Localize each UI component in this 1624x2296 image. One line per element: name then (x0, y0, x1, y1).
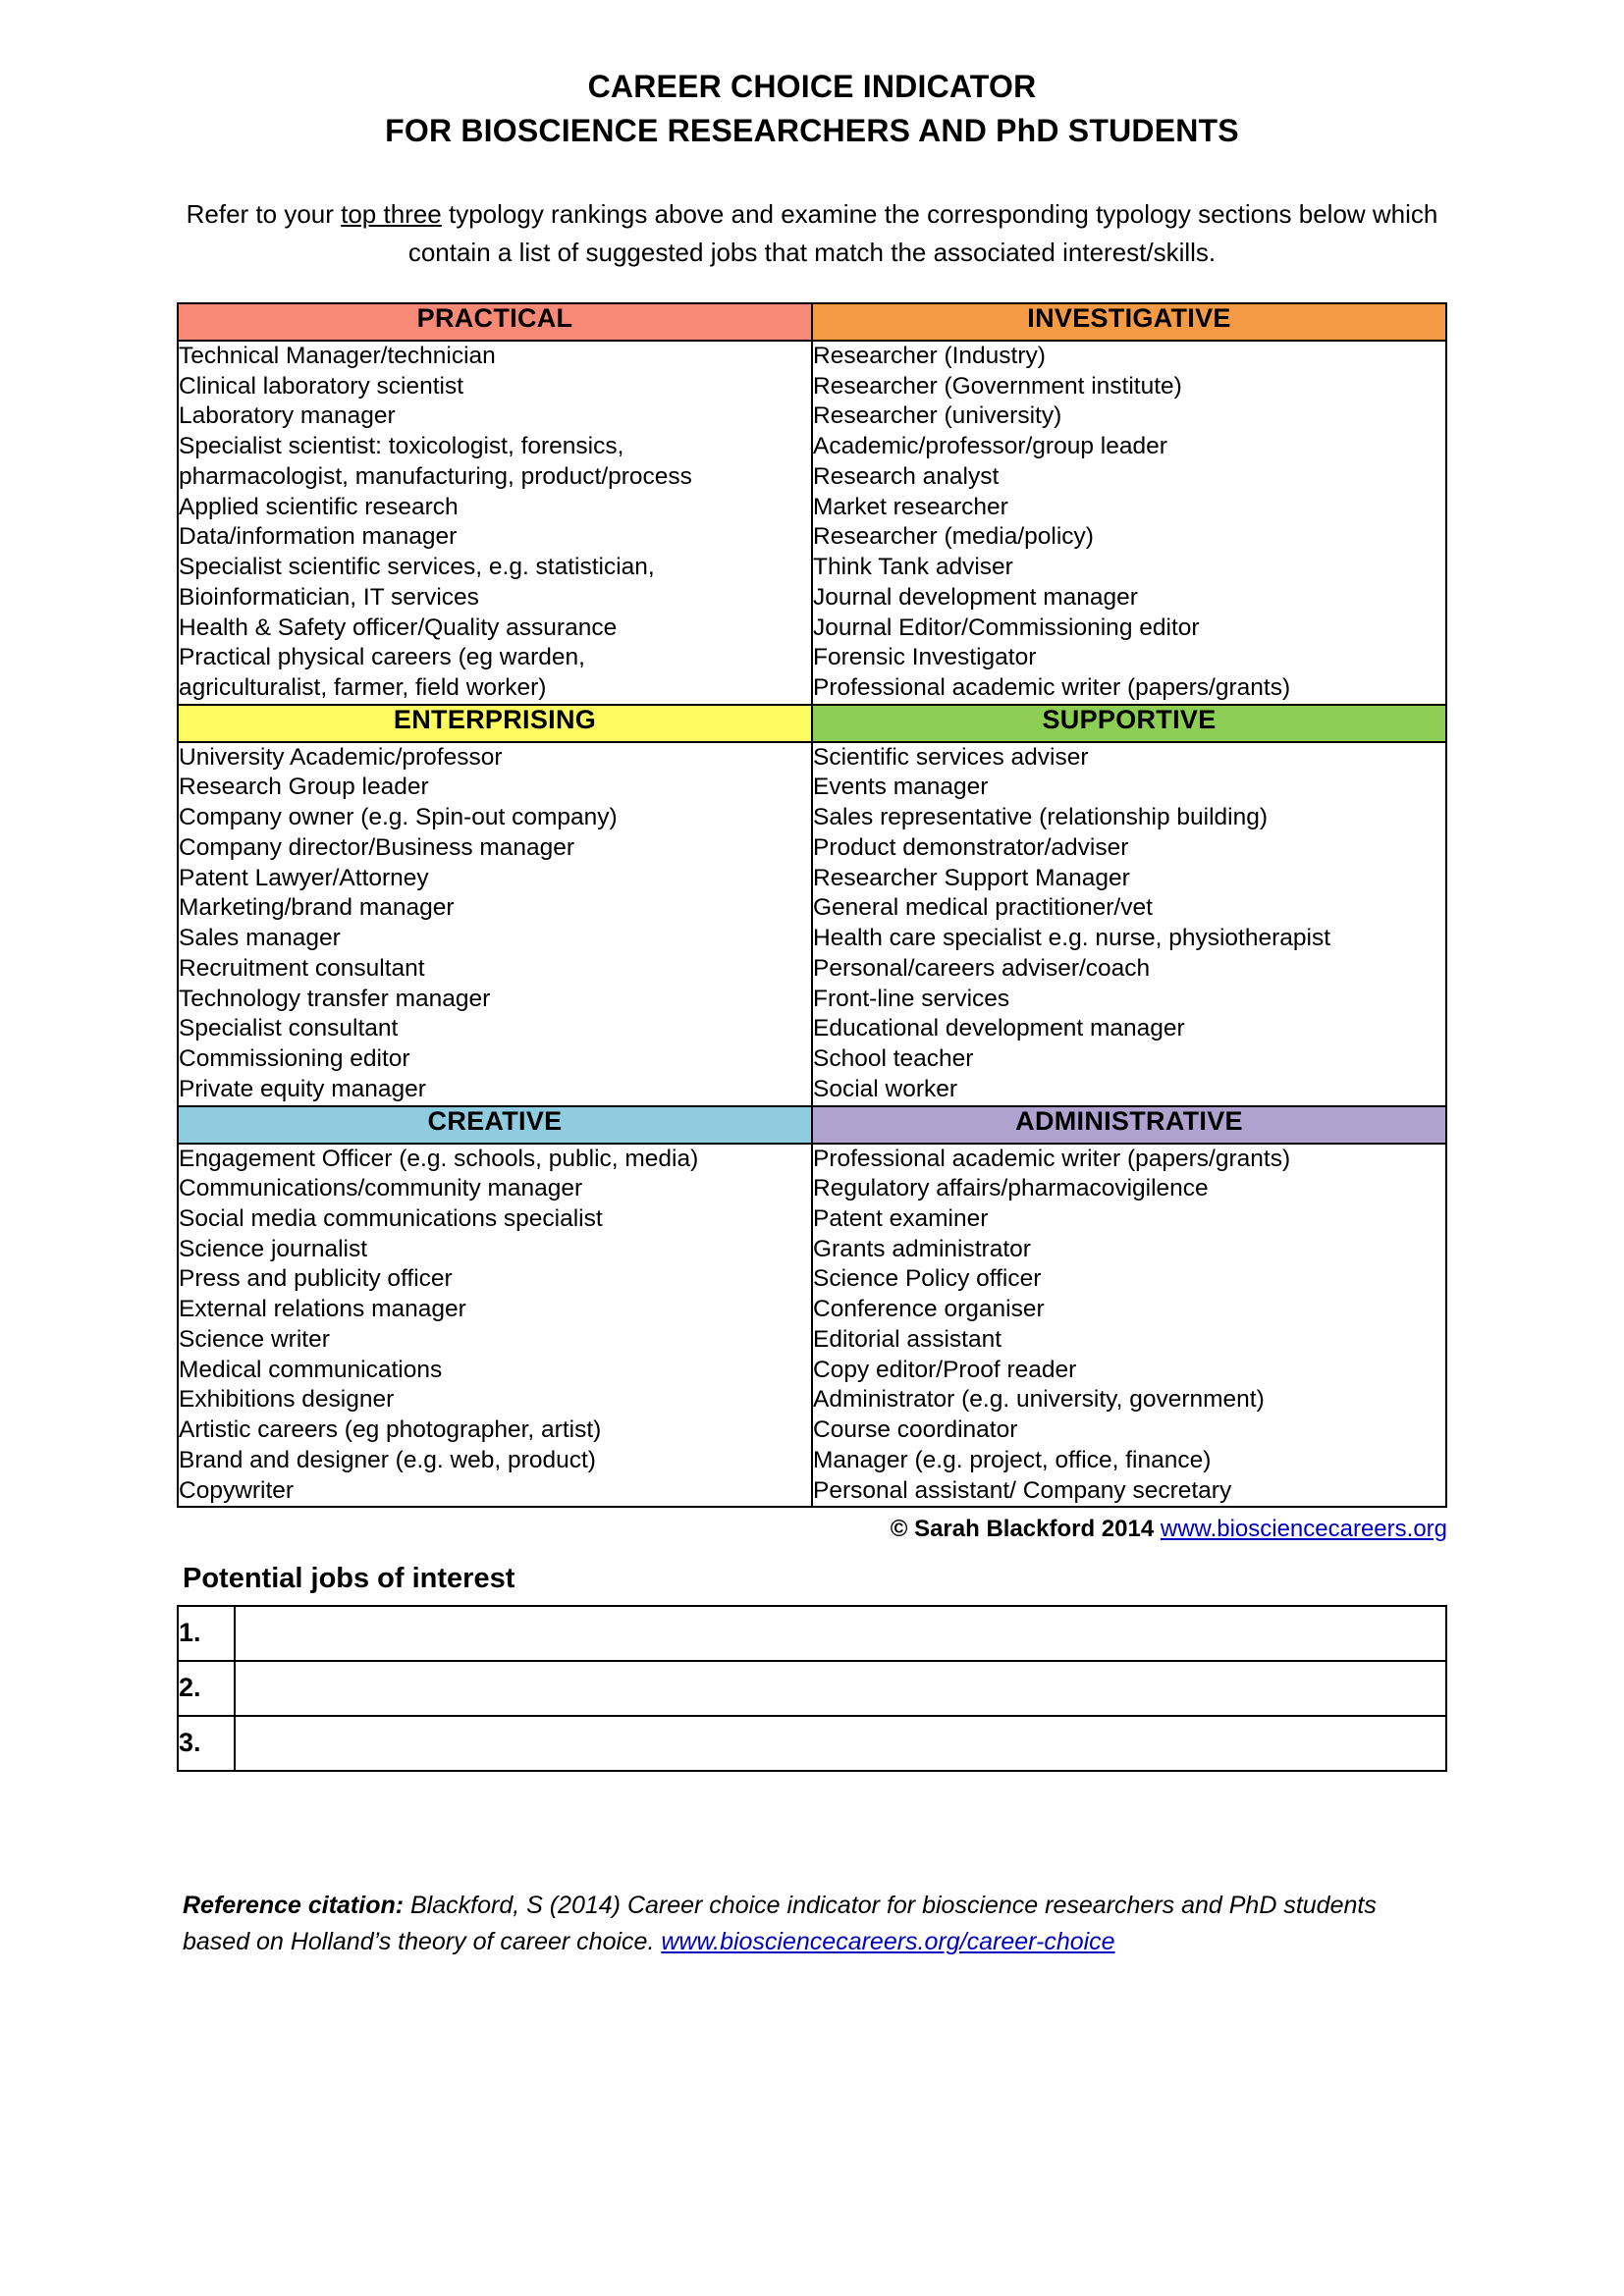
biosciencecareers-link[interactable]: www.biosciencecareers.org (1160, 1516, 1447, 1543)
job-item: Medical communications (179, 1356, 443, 1383)
job-item: Science writer (179, 1325, 330, 1353)
potential-jobs-number-2: 2. (178, 1661, 235, 1716)
typology-list-row-2 (178, 742, 1446, 1106)
job-item: Specialist scientific services, e.g. statistician, (179, 554, 655, 581)
typology-header-supportive: SUPPORTIVE (812, 705, 1446, 742)
typology-header-administrative: ADMINISTRATIVE (812, 1106, 1446, 1144)
title-line-2: FOR BIOSCIENCE RESEARCHERS AND PhD STUDENTS (385, 113, 1239, 149)
job-item: Press and publicity officer (179, 1265, 453, 1293)
job-item: Private equity manager (179, 1075, 426, 1102)
typology-header-row-2 (178, 705, 1446, 742)
intro-text-part-1: Refer to your (186, 198, 342, 229)
potential-jobs-number-1: 1. (178, 1606, 235, 1661)
job-item: Company owner (e.g. Spin-out company) (179, 804, 618, 831)
job-item: Editorial assistant (813, 1325, 1002, 1353)
job-item: Applied scientific research (179, 493, 459, 520)
job-item: University Academic/professor (179, 743, 503, 771)
potential-jobs-input-1[interactable] (235, 1606, 1446, 1661)
potential-jobs-number-3: 3. (178, 1716, 235, 1771)
job-item: Social media communications specialist (179, 1205, 603, 1232)
job-item: Commissioning editor (179, 1045, 410, 1073)
potential-jobs-input-2[interactable] (235, 1661, 1446, 1716)
title-line-1: CAREER CHOICE INDICATOR (587, 69, 1037, 104)
typology-header-investigative: INVESTIGATIVE (812, 303, 1446, 341)
job-item: Practical physical careers (eg warden, (179, 644, 585, 671)
typology-header-row-1 (178, 303, 1446, 341)
job-item: agriculturalist, farmer, field worker) (179, 673, 547, 701)
potential-jobs-row-2 (178, 1661, 1446, 1716)
job-item: Sales representative (relationship building) (813, 804, 1269, 831)
page-title (0, 0, 1624, 154)
typology-list-practical (178, 341, 812, 705)
job-item: External relations manager (179, 1296, 466, 1323)
job-item: Social worker (813, 1075, 958, 1102)
job-item: Engagement Officer (e.g. schools, public, media) (179, 1145, 699, 1172)
typology-list-investigative (812, 341, 1446, 705)
intro-emphasis: top three (341, 198, 442, 229)
copyright-line (177, 1514, 1447, 1544)
typology-header-row-3 (178, 1106, 1446, 1144)
typology-list-row-1 (178, 341, 1446, 705)
job-item: Brand and designer (e.g. web, product) (179, 1446, 596, 1473)
job-item: Laboratory manager (179, 402, 396, 430)
job-item: Product demonstrator/adviser (813, 833, 1129, 861)
job-item: Science Policy officer (813, 1265, 1042, 1293)
job-item: Researcher (media/policy) (813, 523, 1094, 551)
job-item: Recruitment consultant (179, 954, 425, 982)
job-item: Personal/careers adviser/coach (813, 954, 1151, 982)
job-item: Copywriter (179, 1476, 295, 1504)
job-item: Sales manager (179, 925, 341, 952)
reference-label: Reference citation: (183, 1891, 405, 1919)
job-item: Science journalist (179, 1235, 368, 1262)
job-item: Technology transfer manager (179, 985, 491, 1012)
job-item: Research analyst (813, 462, 1000, 490)
job-item: General medical practitioner/vet (813, 894, 1153, 922)
job-item: Scientific services adviser (813, 743, 1089, 771)
job-item: Specialist consultant (179, 1015, 399, 1042)
job-item: Data/information manager (179, 523, 458, 551)
typology-list-administrative (812, 1144, 1446, 1508)
job-item: Market researcher (813, 493, 1008, 520)
job-item: Copy editor/Proof reader (813, 1356, 1077, 1383)
reference-text: Blackford, S (2014) Career choice indicator for bioscience researchers and PhD students based on Holland’s theory of career choice. (183, 1891, 1377, 1956)
job-item: Health & Safety officer/Quality assurance (179, 614, 618, 641)
intro-paragraph (0, 195, 1624, 273)
typology-header-creative: CREATIVE (178, 1106, 812, 1144)
job-item: Professional academic writer (papers/grants) (813, 1145, 1291, 1172)
job-item: Company director/Business manager (179, 833, 575, 861)
job-item: Marketing/brand manager (179, 894, 455, 922)
job-item: Professional academic writer (papers/grants) (813, 673, 1291, 701)
job-item: Conference organiser (813, 1296, 1045, 1323)
copyright-text: © Sarah Blackford 2014 (890, 1516, 1161, 1543)
typology-list-supportive (812, 742, 1446, 1106)
job-item: Manager (e.g. project, office, finance) (813, 1446, 1212, 1473)
potential-jobs-input-3[interactable] (235, 1716, 1446, 1771)
job-item: Researcher (Government institute) (813, 372, 1182, 400)
job-item: Researcher (university) (813, 402, 1062, 430)
job-item: Journal Editor/Commissioning editor (813, 614, 1200, 641)
job-item: Journal development manager (813, 583, 1138, 611)
reference-citation (177, 1888, 1447, 1961)
career-choice-link[interactable]: www.biosciencecareers.org/career-choice (661, 1928, 1115, 1956)
job-item: Regulatory affairs/pharmacovigilence (813, 1175, 1209, 1202)
typology-list-row-3 (178, 1144, 1446, 1508)
job-item: Personal assistant/ Company secretary (813, 1476, 1232, 1504)
job-item: Course coordinator (813, 1416, 1018, 1444)
job-item: Health care specialist e.g. nurse, physiotherapist (813, 925, 1331, 952)
job-item: Specialist scientist: toxicologist, forensics, (179, 433, 624, 460)
potential-jobs-row-3 (178, 1716, 1446, 1771)
job-item: pharmacologist, manufacturing, product/process (179, 462, 692, 490)
intro-text-part-2: typology rankings above and examine the corresponding typology sections below which contain a list of suggested jobs that match the associated interest/skills. (407, 198, 1438, 268)
job-item: Clinical laboratory scientist (179, 372, 464, 400)
job-item: Research Group leader (179, 774, 429, 801)
typology-header-enterprising: ENTERPRISING (178, 705, 812, 742)
job-item: Educational development manager (813, 1015, 1185, 1042)
job-item: Technical Manager/technician (179, 342, 496, 369)
job-item: Patent examiner (813, 1205, 989, 1232)
job-item: Grants administrator (813, 1235, 1031, 1262)
typology-list-creative (178, 1144, 812, 1508)
job-item: Artistic careers (eg photographer, artist) (179, 1416, 602, 1444)
typology-list-enterprising (178, 742, 812, 1106)
job-item: Researcher Support Manager (813, 864, 1130, 891)
job-item: Exhibitions designer (179, 1386, 395, 1414)
typology-table (177, 302, 1447, 1508)
potential-jobs-table (177, 1605, 1447, 1772)
job-item: Think Tank adviser (813, 554, 1013, 581)
job-item: Communications/community manager (179, 1175, 583, 1202)
job-item: Researcher (Industry) (813, 342, 1046, 369)
job-item: Patent Lawyer/Attorney (179, 864, 429, 891)
job-item: Academic/professor/group leader (813, 433, 1167, 460)
job-item: Bioinformatician, IT services (179, 583, 479, 611)
job-item: Events manager (813, 774, 989, 801)
potential-jobs-row-1 (178, 1606, 1446, 1661)
typology-header-practical: PRACTICAL (178, 303, 812, 341)
job-item: Administrator (e.g. university, government) (813, 1386, 1265, 1414)
job-item: Front-line services (813, 985, 1010, 1012)
potential-jobs-heading: Potential jobs of interest (183, 1562, 515, 1594)
job-item: School teacher (813, 1045, 974, 1073)
job-item: Forensic Investigator (813, 644, 1037, 671)
